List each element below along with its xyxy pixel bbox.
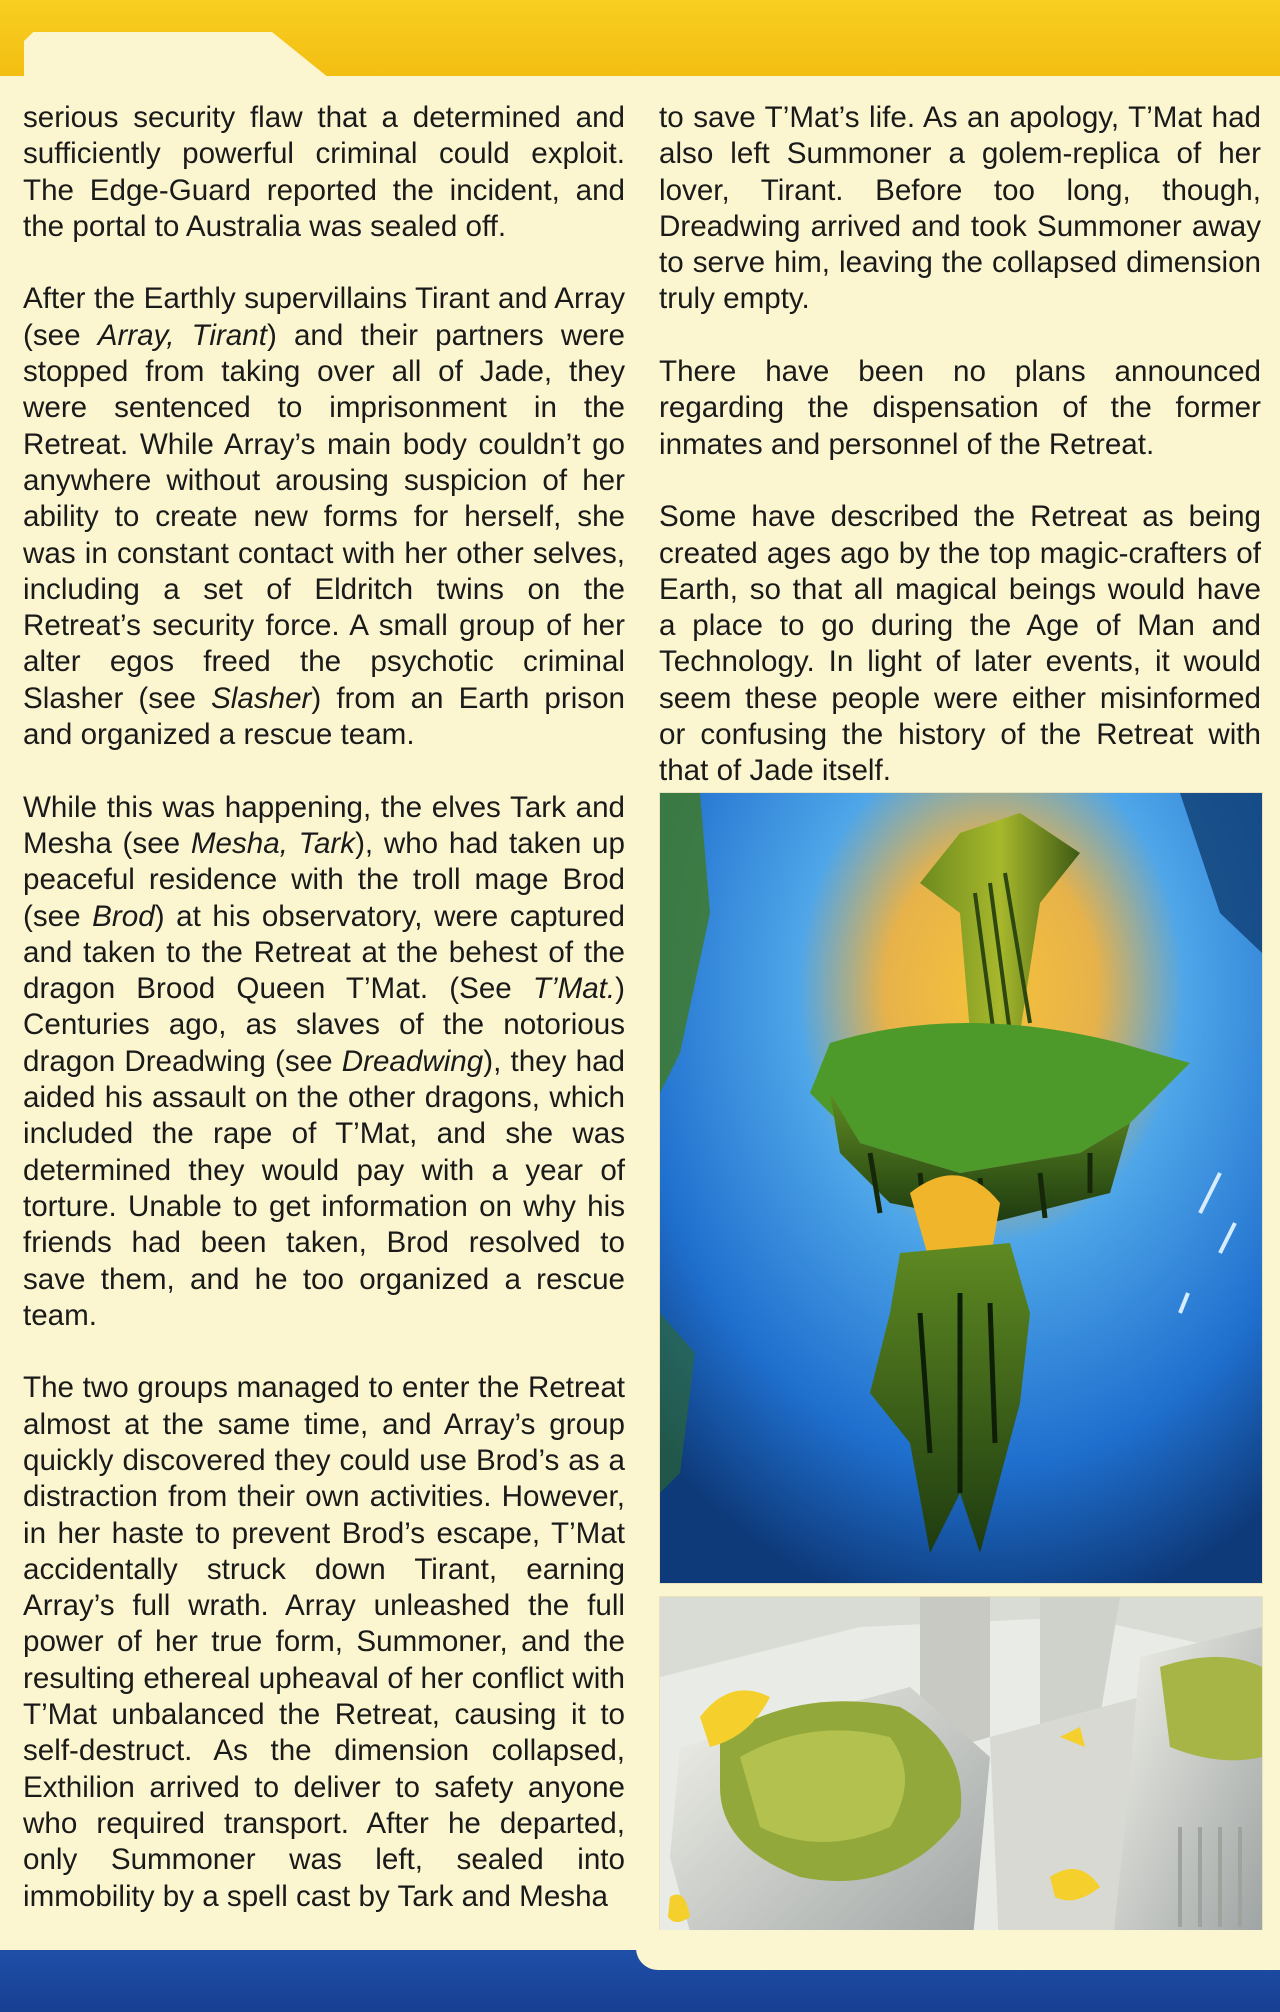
text-run: While this was happening, the elves Tark and Mesha (see [23,790,625,860]
floating-island-illustration [659,792,1263,1584]
city-ruins-illustration [659,1596,1263,1970]
paragraph [23,100,625,245]
text-run: ) and their partners were stopped from taking over all of Jade, they were sentenced to imprisonment in the Retreat. While Array’s main body couldn’t go anywhere without arousing suspicion of her ability to create new forms for herself, she was in constant contact with her other selves, including a set of Eldritch twins on the Retreat’s security force. A small group of her alter egos freed the psychotic criminal Slasher (see [23,318,625,715]
text-run: ), they had aided his assault on the other dragons, which included the rape of T’Mat, and she was determined they would pay with a year of torture. Unable to get information on why his friends had been taken, Brod resolved to save them, and he too organized a rescue team. [23,1044,625,1332]
paragraph [23,281,625,753]
cross-reference: Slasher [211,681,312,715]
cross-reference: Brod [92,899,155,933]
paragraph [23,1370,625,1914]
cross-reference: Dreadwing [341,1044,484,1078]
text-run: After the Earthly supervillains Tirant and Array (see [23,282,625,352]
paragraph [23,790,625,1334]
text-run: There have been no plans announced regarding the dispensation of the former inmates and personnel of the Retreat. [659,355,1261,461]
paragraph [659,354,1261,463]
text-run: Some have described the Retreat as being created ages ago by the top magic-crafters of Earth, so that all magical beings would have a place to go during the Age of Man and Technology. In light of later events, it would seem these people were either misinformed or confusing the history of the Retreat with that of Jade itself. [659,500,1261,788]
text-run: ) Centuries ago, as slaves of the notorious dragon Dreadwing (see [23,972,625,1078]
text-run: ) from an Earth prison and organized a rescue team. [23,681,625,752]
footer-notch [636,1930,1280,1970]
text-run: ), who had taken up peaceful residence with the troll mage Brod (see [23,826,625,933]
cross-reference: Array, Tirant [97,318,267,352]
text-run: to save T’Mat’s life. As an apology, T’Mat had also left Summoner a golem-replica of her lover, Tirant. Before too long, though, Dreadwing arrived and took Summoner away to serve him, leaving the collapsed dimension truly empty. [659,101,1261,316]
text-run: serious security flaw that a determined and sufficiently powerful criminal could exploit. The Edge-Guard reported the incident, and the portal to Australia was sealed off. [23,101,625,243]
text-run: The two groups managed to enter the Retreat almost at the same time, and Array’s group quickly discovered they could use Brod’s as a distraction from their own activities. However, in her haste to prevent Brod’s escape, T’Mat accidentally struck down Tirant, earning Array’s full wrath. Array unleashed the full power of her true form, Summoner, and the resulting ethereal upheaval of her conflict with T’Mat unbalanced the Retreat, causing it to self-destruct. As the dimension collapsed, Exthilion arrived to deliver to safety anyone who required transport. After he departed, only Summoner was left, sealed into immobility by a spell cast by Tark and Mesha [23,1371,625,1913]
paragraph [659,499,1261,789]
paragraph [659,100,1261,318]
text-run: ) at his observatory, were captured and taken to the Retreat at the behest of the dragon Brood Queen T’Mat. (See [23,899,625,1006]
cross-reference: T’Mat. [532,972,616,1006]
right-text-column [659,100,1261,790]
left-text-column [23,100,625,1915]
cross-reference: Mesha, Tark [190,826,356,860]
